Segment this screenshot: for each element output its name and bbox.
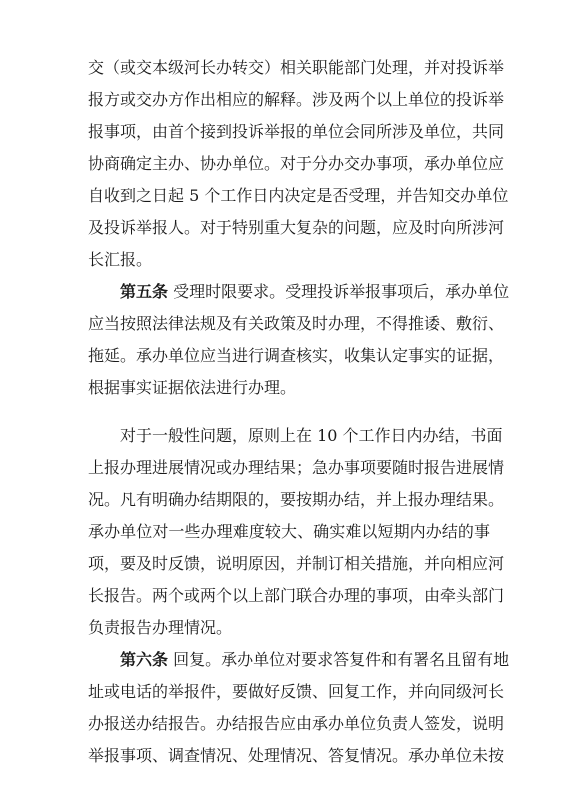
text-line: 报事项，由首个接到投诉举报的单位会同所涉及单位，共同 <box>88 122 505 141</box>
article-6-heading-text: 回复。承办单位对要求答复件和有署名且留有地 <box>168 650 510 669</box>
text-line: 拖延。承办单位应当进行调查核实，收集认定事实的证据， <box>88 346 505 365</box>
article-5-heading-text: 受理时限要求。受理投诉举报事项后，承办单位 <box>168 282 510 301</box>
text-line: 办报送办结报告。办结报告应由承办单位负责人签发，说明 <box>88 714 505 733</box>
text-line: 应当按照法律法规及有关政策及时办理，不得推诿、敷衍、 <box>88 314 505 333</box>
article-6-label: 第六条 <box>120 650 169 669</box>
text-line: 上报办理进展情况或办理结果；急办事项要随时报告进展情 <box>88 458 505 477</box>
text-line: 承办单位对一些办理难度较大、确实难以短期内办结的事 <box>88 522 490 541</box>
text-line: 负责报告办理情况。 <box>88 618 233 637</box>
text-line: 协商确定主办、协办单位。对于分办交办事项，承办单位应 <box>88 154 505 173</box>
text-line: 对于一般性问题，原则上在 10 个工作日内办结，书面 <box>120 426 503 445</box>
text-line: 报方或交办方作出相应的解释。涉及两个以上单位的投诉举 <box>88 90 505 109</box>
text-line: 址或电话的举报件，要做好反馈、回复工作，并向同级河长 <box>88 682 505 701</box>
text-line: 况。凡有明确办结期限的，要按期办结，并上报办理结果。 <box>88 490 505 509</box>
article-5-first-line <box>120 277 510 307</box>
text-line: 长汇报。 <box>88 250 153 269</box>
text-line: 项，要及时反馈，说明原因，并制订相关措施，并向相应河 <box>88 554 505 573</box>
text-line: 根据事实证据依法进行办理。 <box>88 378 297 397</box>
text-line: 长报告。两个或两个以上部门联合办理的事项，由牵头部门 <box>88 586 505 605</box>
text-line: 自收到之日起 5 个工作日内决定是否受理，并告知交办单位 <box>88 186 509 205</box>
article-6-first-line <box>120 645 510 675</box>
text-line: 交（或交本级河长办转交）相关职能部门处理，并对投诉举 <box>88 58 505 77</box>
article-5-label: 第五条 <box>120 282 169 301</box>
text-line: 及投诉举报人。对于特别重大复杂的问题，应及时向所涉河 <box>88 218 505 237</box>
text-line: 举报事项、调查情况、处理情况、答复情况。承办单位未按 <box>88 746 505 765</box>
